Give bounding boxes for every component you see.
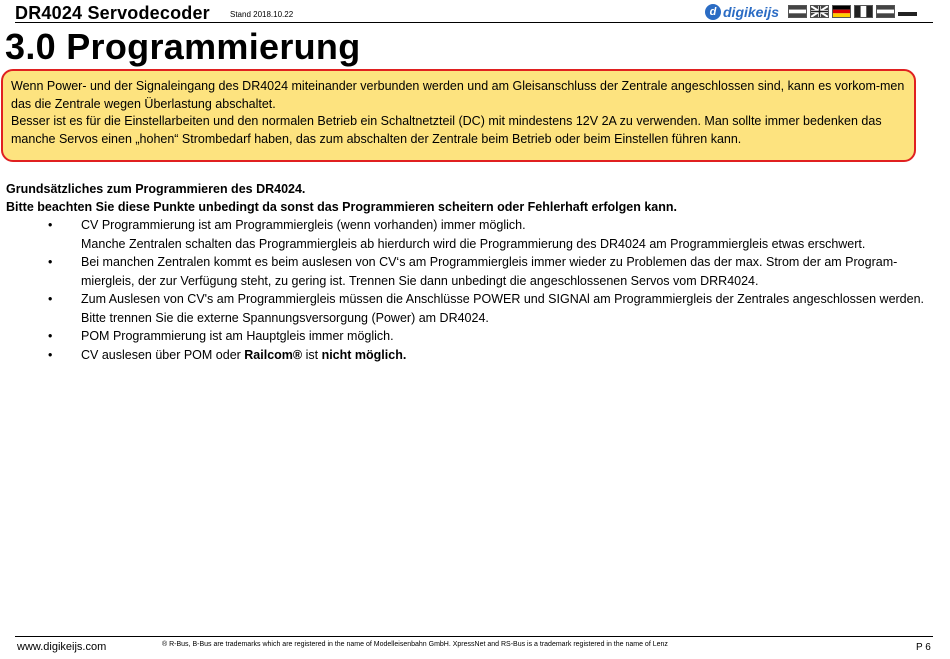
section-title: 3.0 Programmierung xyxy=(5,26,361,67)
list-item xyxy=(6,346,936,365)
nl-flag-icon[interactable] xyxy=(788,5,807,18)
bullet-icon: • xyxy=(48,329,53,343)
intro-note: Bitte beachten Sie diese Punkte unbedingt da sonst das Programmieren scheitern oder Fehlerhaft erfolgen kann. xyxy=(6,200,677,214)
list-item xyxy=(6,253,936,290)
document-title: DR4024 Servodecoder xyxy=(15,3,210,23)
uk-flag-icon[interactable] xyxy=(810,5,829,18)
header-divider xyxy=(15,22,933,23)
warning-box xyxy=(1,69,916,162)
list-item-text-mid: ist xyxy=(302,347,322,362)
footer-trademark-note: ® R-Bus, B-Bus are trademarks which are registered in the name of Modelleisenbahn GmbH. XpressNet and RS-Bus is a trademark registered in the name of Lenz xyxy=(162,641,668,648)
list-item-text-continued: Manche Zentralen schalten das Programmiergleis ab hierdurch wird die Programmierung des DR4024 am Programmiergleis etwas erschwert. xyxy=(81,236,866,251)
not-possible-emphasis: nicht möglich. xyxy=(321,347,407,362)
logo-text: digikeijs xyxy=(723,4,780,20)
fr-flag-icon[interactable] xyxy=(854,5,873,18)
warning-paragraph-1: Wenn Power- und der Signaleingang des DR4024 miteinander verbunden werden und am Gleisanschluss der Zentrale angeschlossen sind, kann es vorkom-men das die Zentrale wegen Überlastung abschaltet. xyxy=(11,79,905,111)
bullet-icon: • xyxy=(48,292,53,306)
bullet-icon: • xyxy=(48,255,53,269)
footer-website-link[interactable]: www.digikeijs.com xyxy=(17,641,107,653)
footer-divider xyxy=(15,636,933,637)
digikeijs-logo[interactable] xyxy=(705,2,779,22)
bullet-icon: • xyxy=(48,347,53,362)
list-item-text: Zum Auslesen von CV's am Programmiergleis müssen die Anschlüsse POWER und SIGNAl am Programmiergleis der Zentrales angeschlossen werden. xyxy=(81,292,925,306)
language-flags xyxy=(788,5,917,18)
list-item-text-continued: Bitte trennen Sie die externe Spannungsversorgung (Power) am DR4024. xyxy=(81,310,489,325)
warning-paragraph-2: Besser ist es für die Einstellarbeiten und den normalen Betrieb ein Schaltnetzteil (DC) mit mindestens 12V 2A zu verwenden. Man sollte immer bedenken das manche Servos einen „hohen“ Strombedarf haben, das zum abschalten der Zentrale beim Betrieb oder beim Einstellen führen kann. xyxy=(11,114,882,146)
list-item-text: POM Programmierung ist am Hauptgleis immer möglich. xyxy=(81,329,394,343)
digikeijs-logo-icon: d xyxy=(705,4,721,20)
bullet-icon: • xyxy=(48,218,53,232)
page-number: P 6 xyxy=(916,642,931,653)
railcom-term: Railcom® xyxy=(244,347,303,362)
programming-notes-list xyxy=(6,216,936,364)
list-item xyxy=(6,327,936,346)
nl-flag-icon[interactable] xyxy=(876,5,895,18)
intro-text xyxy=(6,180,936,216)
lu-flag-icon[interactable] xyxy=(898,5,917,18)
intro-heading: Grundsätzliches zum Programmieren des DR4024. xyxy=(6,182,306,196)
document-date: Stand 2018.10.22 xyxy=(230,10,294,19)
list-item-text xyxy=(81,346,936,365)
page-header xyxy=(0,0,950,26)
list-item-text-start: CV auslesen über POM oder xyxy=(81,347,245,362)
de-flag-icon[interactable] xyxy=(832,5,851,18)
list-item xyxy=(6,290,936,327)
list-item-text: CV Programmierung ist am Programmiergleis (wenn vorhanden) immer möglich. xyxy=(81,218,526,232)
list-item-text: Bei manchen Zentralen kommt es beim auslesen von CV‘s am Programmiergleis immer wieder zu Problemen das der max. Strom der am Program-miergleis, der zur Verfügung steht, zu gering ist. Trennen Sie dann unbedingt die angeschlossenen Servos vom DRR4024. xyxy=(81,255,898,288)
list-item xyxy=(6,216,936,253)
